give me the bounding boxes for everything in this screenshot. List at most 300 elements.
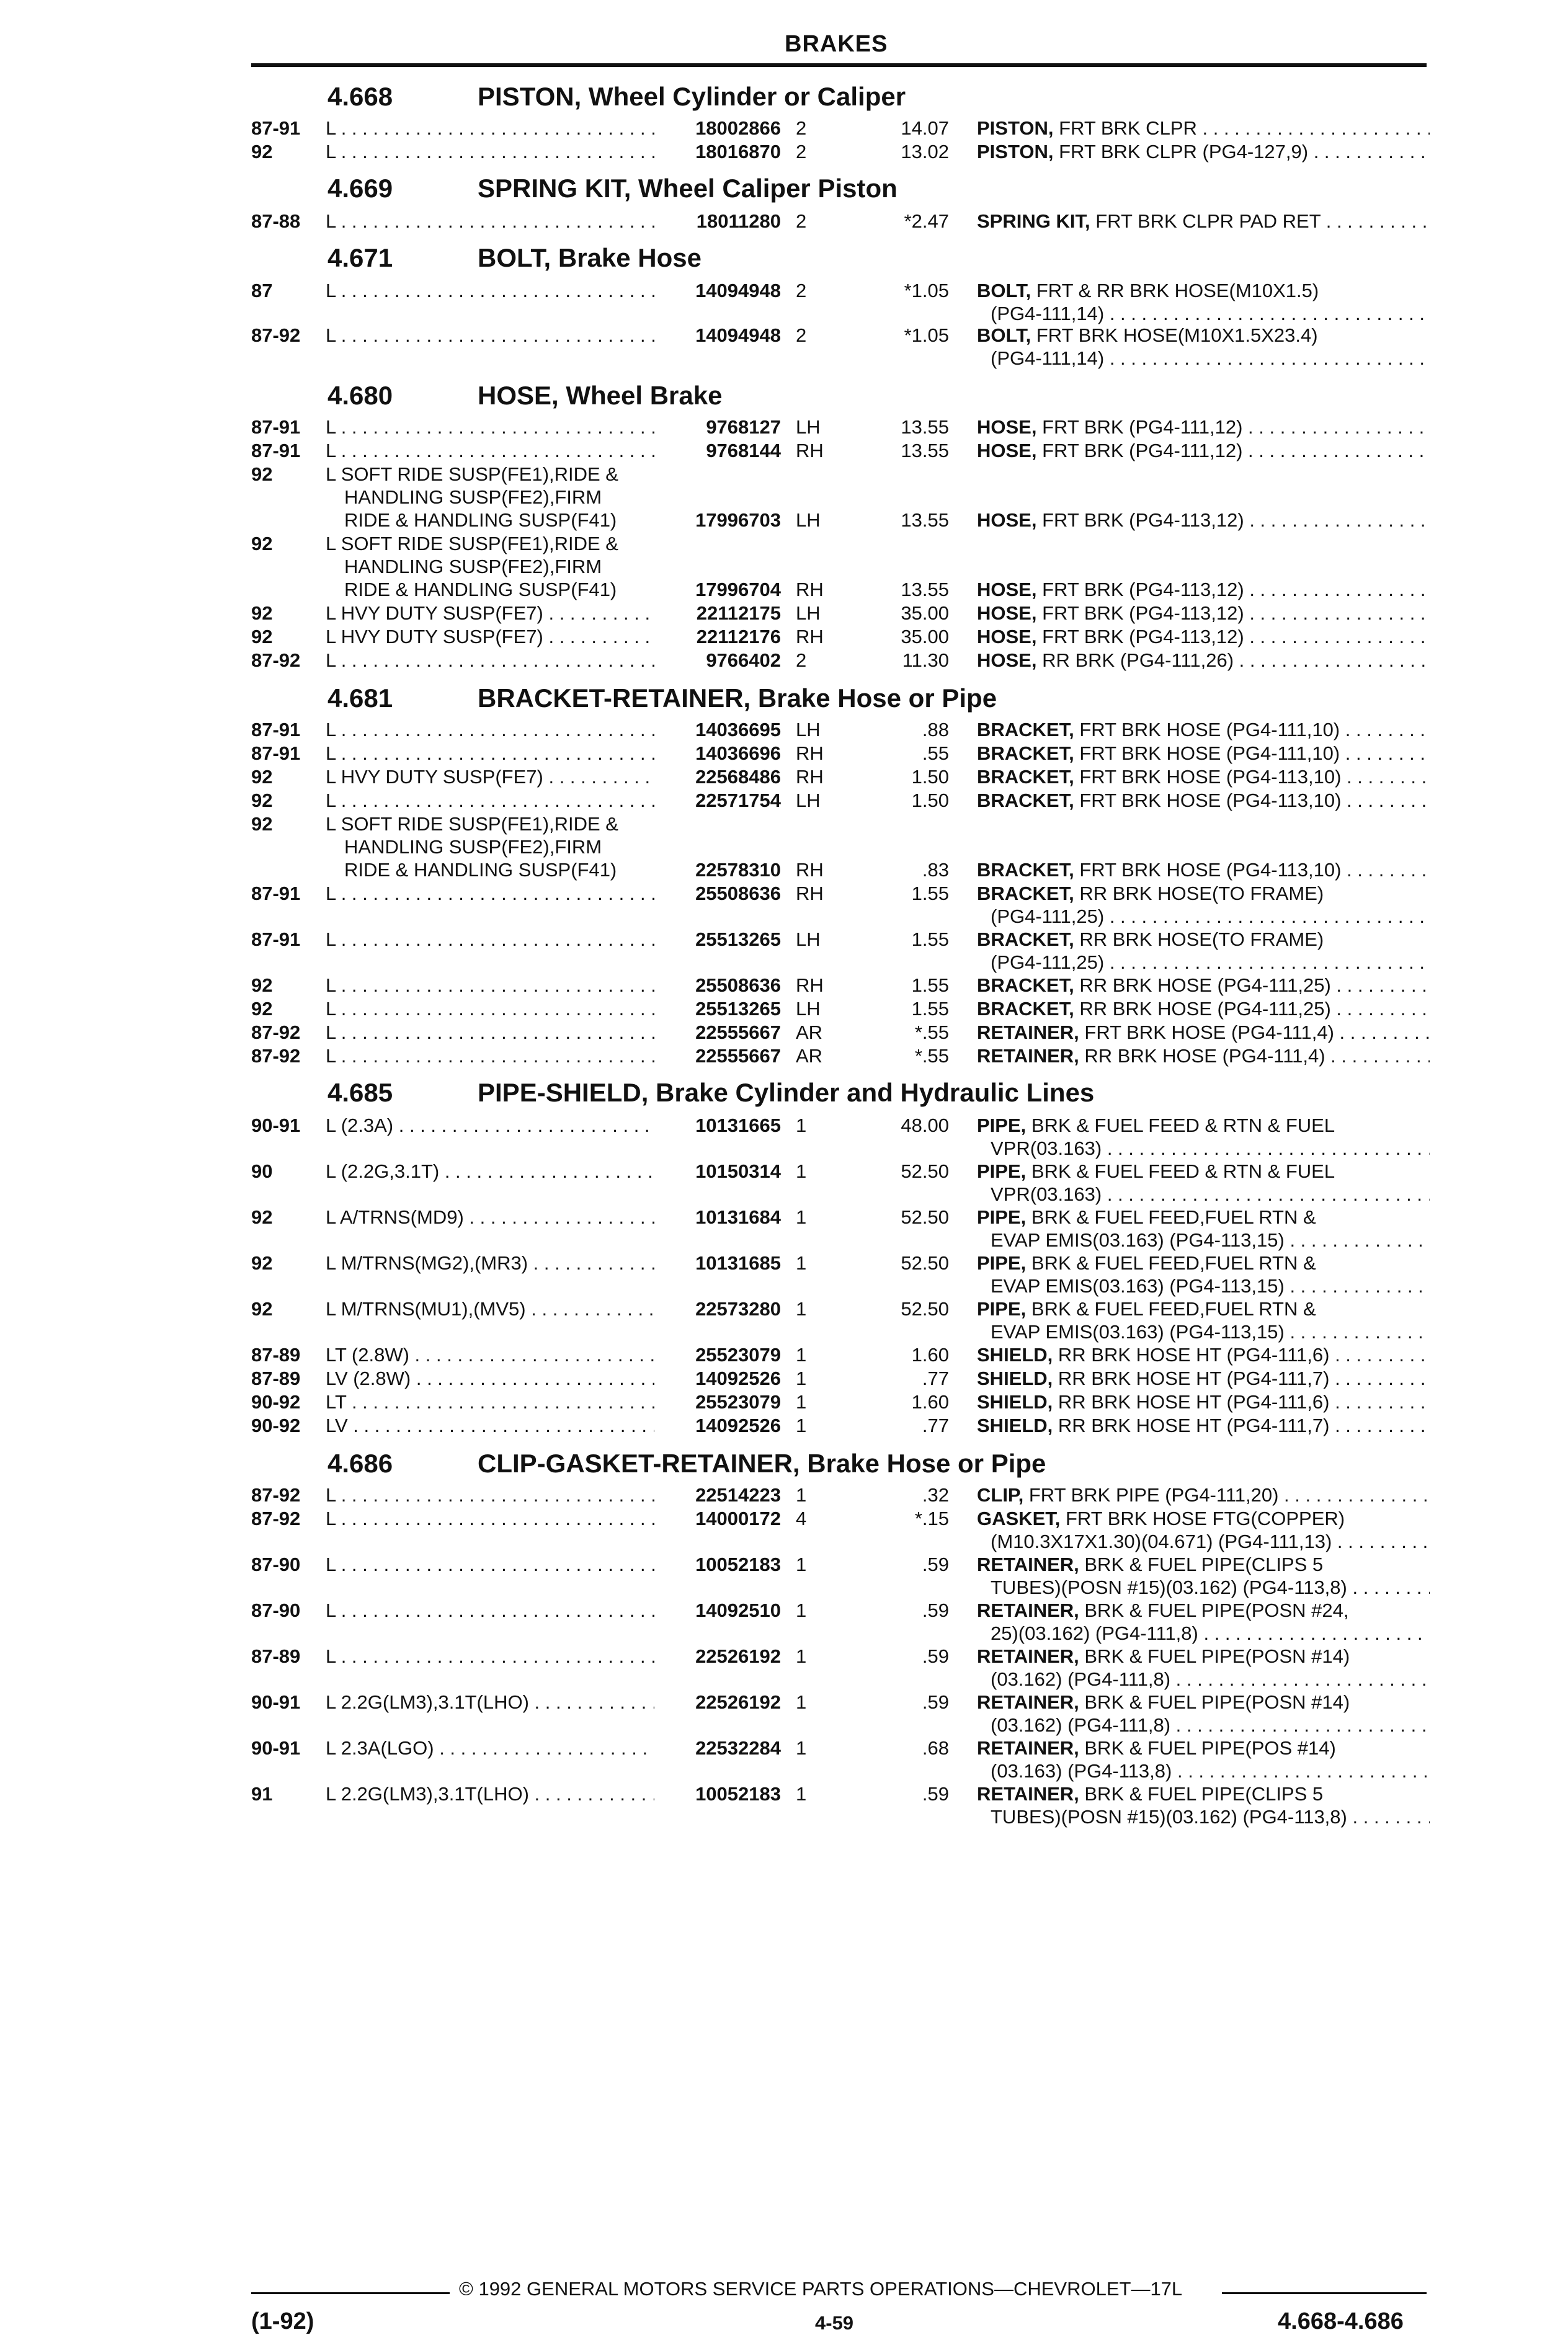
part-number: 22112176 xyxy=(696,626,781,647)
part-number: 22571754 xyxy=(695,789,781,811)
price: 48.00 xyxy=(901,1114,949,1136)
nomenclature-cont: (03.162) (PG4-111,8) . . . xyxy=(991,1668,1430,1691)
footer-copyright: © 1992 GENERAL MOTORS SERVICE PARTS OPERATIONS—CHEVROLET—17L xyxy=(459,2278,1183,2300)
usage-description: L 2.3A(LGO) . . . xyxy=(326,1737,654,1759)
part-data-line xyxy=(0,765,1489,788)
nomenclature-name: CLIP, xyxy=(977,1484,1024,1506)
part-number: 10131665 xyxy=(695,1114,781,1136)
part-row-line xyxy=(0,532,1489,555)
part-data-line xyxy=(0,1044,1489,1067)
model-years: 87-91 xyxy=(251,928,301,950)
nomenclature-detail: BRK & FUEL PIPE(POSN #14) xyxy=(1079,1691,1350,1713)
footer-rule-left xyxy=(251,2292,450,2294)
quantity: LH xyxy=(796,928,821,950)
usage-description: LT (2.8W) . . . xyxy=(326,1343,654,1366)
nomenclature xyxy=(977,997,1430,1020)
part-number: 25523079 xyxy=(695,1344,781,1366)
part-data-line xyxy=(0,1645,1489,1668)
model-years: 87-89 xyxy=(251,1368,301,1389)
part-row-line xyxy=(0,812,1489,835)
quantity: 1 xyxy=(796,1206,807,1228)
nomenclature-name: RETAINER, xyxy=(977,1645,1079,1667)
usage-description-cont: HANDLING SUSP(FE2),FIRM xyxy=(344,836,602,858)
model-years: 92 xyxy=(251,463,273,485)
nomenclature xyxy=(977,765,1430,788)
usage-description: L SOFT RIDE SUSP(FE1),RIDE & xyxy=(326,463,618,485)
model-years: 87-90 xyxy=(251,1554,301,1575)
price: 13.55 xyxy=(901,509,949,531)
price: .59 xyxy=(922,1599,949,1621)
nomenclature xyxy=(977,1343,1430,1366)
quantity: 2 xyxy=(796,649,807,671)
nomenclature xyxy=(977,1114,1430,1137)
part-number: 14036696 xyxy=(695,742,781,764)
nomenclature-detail: FRT BRK (PG4-113,12) xyxy=(1036,579,1244,600)
part-data-line xyxy=(0,117,1489,140)
nomenclature-name: PIPE, xyxy=(977,1160,1027,1182)
part-number: 14000172 xyxy=(695,1508,781,1529)
model-years: 92 xyxy=(251,1206,273,1228)
nomenclature-name: GASKET, xyxy=(977,1508,1061,1529)
part-number: 22526192 xyxy=(695,1645,781,1667)
quantity: 1 xyxy=(796,1554,807,1575)
nomenclature-name: HOSE, xyxy=(977,579,1037,600)
nomenclature-detail: BRK & FUEL FEED,FUEL RTN & xyxy=(1026,1206,1316,1228)
usage-description: L 2.2G(LM3),3.1T(LHO) . . . xyxy=(326,1691,654,1714)
quantity: 1 xyxy=(796,1160,807,1182)
model-years: 87-92 xyxy=(251,1508,301,1529)
usage-description: LV (2.8W) . . . xyxy=(326,1367,654,1390)
part-number: 10131684 xyxy=(695,1206,781,1228)
part-data-line xyxy=(0,625,1489,648)
part-row-line xyxy=(0,1137,1489,1160)
part-data-line xyxy=(0,602,1489,625)
quantity: LH xyxy=(796,789,821,811)
part-row-line xyxy=(0,1229,1489,1252)
nomenclature-cont: VPR(03.163) . . . xyxy=(991,1183,1430,1206)
nomenclature-name: BRACKET, xyxy=(977,766,1074,788)
part-number: 25513265 xyxy=(695,998,781,1020)
part-data-line xyxy=(0,1507,1489,1530)
part-number: 22578310 xyxy=(695,859,781,881)
part-row-line xyxy=(0,1183,1489,1206)
part-row-line xyxy=(0,951,1489,974)
quantity: LH xyxy=(796,416,821,438)
usage-description: L . . . xyxy=(326,1044,654,1067)
nomenclature xyxy=(977,1414,1430,1437)
nomenclature xyxy=(977,210,1430,233)
nomenclature-detail: FRT BRK CLPR xyxy=(1053,117,1197,139)
nomenclature-cont: (03.162) (PG4-111,8) . . . xyxy=(991,1714,1430,1737)
price: 35.00 xyxy=(901,626,949,647)
model-years: 92 xyxy=(251,626,273,647)
price: *.55 xyxy=(914,1021,949,1043)
price: .88 xyxy=(922,719,949,741)
price: .59 xyxy=(922,1554,949,1575)
nomenclature-detail: FRT BRK CLPR PAD RET xyxy=(1090,210,1321,232)
quantity: 1 xyxy=(796,1645,807,1667)
nomenclature-detail: RR BRK HOSE HT (PG4-111,6) xyxy=(1053,1391,1330,1413)
price: 1.60 xyxy=(911,1344,949,1366)
nomenclature-detail: RR BRK HOSE HT (PG4-111,7) xyxy=(1053,1415,1330,1436)
nomenclature xyxy=(977,625,1430,648)
nomenclature-detail: FRT BRK HOSE (PG4-113,10) xyxy=(1074,859,1342,881)
part-number: 25508636 xyxy=(695,883,781,904)
model-years: 87-91 xyxy=(251,719,301,741)
nomenclature-detail: BRK & FUEL PIPE(POSN #24, xyxy=(1079,1599,1349,1621)
nomenclature-name: RETAINER, xyxy=(977,1737,1079,1759)
model-years: 87-92 xyxy=(251,649,301,671)
nomenclature xyxy=(977,1553,1430,1576)
nomenclature-detail: RR BRK HOSE (PG4-111,25) xyxy=(1074,974,1331,996)
section-title: CLIP-GASKET-RETAINER, Brake Hose or Pipe xyxy=(478,1449,1046,1478)
nomenclature-name: BRACKET, xyxy=(977,974,1074,996)
part-number: 17996703 xyxy=(695,509,781,531)
part-number: 14094948 xyxy=(695,280,781,301)
model-years: 90-91 xyxy=(251,1114,301,1136)
price: 52.50 xyxy=(901,1206,949,1228)
part-row-line xyxy=(0,1805,1489,1828)
part-data-line xyxy=(0,279,1489,302)
quantity: 2 xyxy=(796,210,807,232)
nomenclature-detail: FRT BRK (PG4-113,12) xyxy=(1036,602,1244,624)
nomenclature xyxy=(977,1645,1430,1668)
nomenclature xyxy=(977,789,1430,812)
part-data-line xyxy=(0,1252,1489,1274)
page-header-title: BRAKES xyxy=(785,31,888,57)
usage-description: L . . . xyxy=(326,649,654,672)
quantity: 1 xyxy=(796,1114,807,1136)
footer-rule-right xyxy=(1222,2292,1427,2294)
nomenclature-detail: RR BRK HOSE HT (PG4-111,7) xyxy=(1053,1368,1330,1389)
price: 11.30 xyxy=(902,649,949,671)
quantity: LH xyxy=(796,509,821,531)
usage-description: L . . . xyxy=(326,416,654,438)
part-data-line xyxy=(0,1553,1489,1576)
nomenclature xyxy=(977,1691,1430,1714)
part-number: 18016870 xyxy=(695,141,781,162)
section-number: 4.671 xyxy=(327,243,393,272)
part-row-line xyxy=(0,905,1489,928)
price: *1.05 xyxy=(904,324,949,346)
nomenclature-detail: RR BRK HOSE(TO FRAME) xyxy=(1074,883,1324,904)
price: .83 xyxy=(922,859,949,881)
nomenclature-detail: BRK & FUEL FEED & RTN & FUEL xyxy=(1026,1114,1335,1136)
nomenclature-name: BOLT, xyxy=(977,280,1031,301)
nomenclature-name: RETAINER, xyxy=(977,1021,1079,1043)
price: .77 xyxy=(922,1415,949,1436)
model-years: 92 xyxy=(251,533,273,554)
nomenclature-detail: RR BRK HOSE(TO FRAME) xyxy=(1074,928,1324,950)
part-data-line xyxy=(0,1483,1489,1506)
quantity: AR xyxy=(796,1021,823,1043)
price: 52.50 xyxy=(901,1160,949,1182)
model-years: 87-89 xyxy=(251,1645,301,1667)
usage-description: L . . . xyxy=(326,974,654,997)
usage-description: L . . . xyxy=(326,1483,654,1506)
part-data-line xyxy=(0,789,1489,812)
nomenclature xyxy=(977,882,1430,905)
price: .59 xyxy=(922,1645,949,1667)
nomenclature-detail: FRT BRK HOSE (PG4-111,10) xyxy=(1074,742,1340,764)
part-data-line xyxy=(0,210,1489,233)
usage-description: L . . . xyxy=(326,279,654,302)
nomenclature-detail: FRT BRK HOSE (PG4-113,10) xyxy=(1074,789,1342,811)
nomenclature-name: BRACKET, xyxy=(977,928,1074,950)
quantity: 1 xyxy=(796,1298,807,1320)
model-years: 92 xyxy=(251,813,273,835)
nomenclature-detail: FRT BRK HOSE (PG4-113,10) xyxy=(1074,766,1342,788)
part-data-line xyxy=(0,974,1489,997)
nomenclature xyxy=(977,602,1430,625)
nomenclature-detail: BRK & FUEL FEED,FUEL RTN & xyxy=(1026,1252,1316,1274)
part-data-line xyxy=(0,1390,1489,1413)
section-title: BOLT, Brake Hose xyxy=(478,243,702,272)
model-years: 87-91 xyxy=(251,440,301,461)
part-data-line xyxy=(0,882,1489,905)
price: *.55 xyxy=(914,1045,949,1067)
model-years: 90-92 xyxy=(251,1391,301,1413)
quantity: RH xyxy=(796,440,824,461)
part-data-line xyxy=(0,416,1489,438)
nomenclature-detail: RR BRK HOSE (PG4-111,4) xyxy=(1079,1045,1325,1067)
part-number: 10052183 xyxy=(695,1554,781,1575)
part-number: 18002866 xyxy=(695,117,781,139)
quantity: 1 xyxy=(796,1344,807,1366)
nomenclature xyxy=(977,1599,1430,1622)
part-row-line xyxy=(0,1668,1489,1691)
price: 52.50 xyxy=(901,1252,949,1274)
price: 14.07 xyxy=(901,117,949,139)
nomenclature-cont: (03.163) (PG4-113,8) . . . xyxy=(991,1759,1430,1782)
nomenclature-name: SHIELD, xyxy=(977,1391,1053,1413)
price: 13.55 xyxy=(901,579,949,600)
nomenclature-name: HOSE, xyxy=(977,649,1037,671)
nomenclature-detail: FRT & RR BRK HOSE(M10X1.5) xyxy=(1031,280,1319,301)
nomenclature-name: SPRING KIT, xyxy=(977,210,1090,232)
part-number: 14092526 xyxy=(695,1415,781,1436)
part-data-line xyxy=(0,858,1489,881)
nomenclature xyxy=(977,974,1430,997)
part-data-line xyxy=(0,439,1489,462)
price: *2.47 xyxy=(904,210,949,232)
part-row-line xyxy=(0,1576,1489,1599)
part-number: 22573280 xyxy=(695,1298,781,1320)
part-number: 22555667 xyxy=(695,1045,781,1067)
price: .59 xyxy=(922,1783,949,1805)
part-number: 10150314 xyxy=(695,1160,781,1182)
nomenclature-name: BRACKET, xyxy=(977,998,1074,1020)
price: .59 xyxy=(922,1691,949,1713)
nomenclature xyxy=(977,578,1430,601)
nomenclature-detail: RR BRK HOSE (PG4-111,25) xyxy=(1074,998,1331,1020)
nomenclature xyxy=(977,140,1430,163)
usage-description-cont: HANDLING SUSP(FE2),FIRM xyxy=(344,556,602,577)
price: *1.05 xyxy=(904,280,949,301)
nomenclature-name: HOSE, xyxy=(977,602,1037,624)
section-number: 4.668 xyxy=(327,82,393,111)
usage-description: L A/TRNS(MD9) . . . xyxy=(326,1206,654,1229)
part-data-line xyxy=(0,1782,1489,1805)
quantity: AR xyxy=(796,1045,823,1067)
nomenclature xyxy=(977,1297,1430,1320)
model-years: 90-91 xyxy=(251,1737,301,1759)
nomenclature-name: BRACKET, xyxy=(977,883,1074,904)
usage-description: L (2.3A) . . . xyxy=(326,1114,654,1137)
model-years: 87-88 xyxy=(251,210,301,232)
quantity: RH xyxy=(796,974,824,996)
usage-description: L . . . xyxy=(326,1599,654,1622)
section-title: PISTON, Wheel Cylinder or Caliper xyxy=(478,82,906,111)
nomenclature-cont: EVAP EMIS(03.163) (PG4-113,15) . . . xyxy=(991,1274,1430,1297)
part-data-line xyxy=(0,1599,1489,1622)
usage-description: L SOFT RIDE SUSP(FE1),RIDE & xyxy=(326,533,618,554)
part-number: 18011280 xyxy=(696,210,781,232)
part-data-line xyxy=(0,997,1489,1020)
usage-description: L M/TRNS(MG2),(MR3) . . . xyxy=(326,1252,654,1274)
nomenclature-name: RETAINER, xyxy=(977,1554,1079,1575)
section-title: BRACKET-RETAINER, Brake Hose or Pipe xyxy=(478,683,997,713)
footer-date: (1-92) xyxy=(251,2308,314,2334)
part-row-line xyxy=(0,1622,1489,1645)
nomenclature-name: PIPE, xyxy=(977,1114,1027,1136)
nomenclature-detail: BRK & FUEL PIPE(CLIPS 5 xyxy=(1079,1783,1324,1805)
model-years: 87-92 xyxy=(251,1484,301,1506)
nomenclature-cont: (M10.3X17X1.30)(04.671) (PG4-111,13) . . . xyxy=(991,1530,1430,1553)
price: 1.55 xyxy=(911,928,949,950)
nomenclature-name: BRACKET, xyxy=(977,789,1074,811)
part-row-line xyxy=(0,302,1489,325)
nomenclature-cont: (PG4-111,25) . . . xyxy=(991,905,1430,928)
nomenclature xyxy=(977,1483,1430,1506)
part-row-line xyxy=(0,1274,1489,1297)
part-number: 14092526 xyxy=(695,1368,781,1389)
usage-description: LT . . . xyxy=(326,1390,654,1413)
part-data-line xyxy=(0,140,1489,163)
part-data-line xyxy=(0,1206,1489,1229)
nomenclature-name: HOSE, xyxy=(977,626,1037,647)
nomenclature-name: PIPE, xyxy=(977,1298,1027,1320)
nomenclature-detail: FRT BRK (PG4-113,12) xyxy=(1036,509,1244,531)
price: .55 xyxy=(922,742,949,764)
nomenclature-cont: EVAP EMIS(03.163) (PG4-113,15) . . . xyxy=(991,1320,1430,1343)
section-number: 4.686 xyxy=(327,1449,393,1478)
nomenclature-detail: FRT BRK CLPR (PG4-127,9) xyxy=(1053,141,1309,162)
part-data-line xyxy=(0,1021,1489,1044)
section-number: 4.680 xyxy=(327,381,393,410)
price: 52.50 xyxy=(901,1298,949,1320)
nomenclature xyxy=(977,1252,1430,1274)
nomenclature-name: SHIELD, xyxy=(977,1415,1053,1436)
part-number: 22514223 xyxy=(695,1484,781,1506)
nomenclature-name: RETAINER, xyxy=(977,1045,1079,1067)
model-years: 87 xyxy=(251,280,273,301)
model-years: 87-92 xyxy=(251,324,301,346)
price: 13.55 xyxy=(901,416,949,438)
nomenclature xyxy=(977,1044,1430,1067)
model-years: 87-91 xyxy=(251,883,301,904)
quantity: 1 xyxy=(796,1737,807,1759)
quantity: 1 xyxy=(796,1691,807,1713)
nomenclature-detail: FRT BRK HOSE (PG4-111,10) xyxy=(1074,719,1340,741)
usage-description-cont: RIDE & HANDLING SUSP(F41) xyxy=(344,859,617,881)
nomenclature-cont: 25)(03.162) (PG4-111,8) . . . xyxy=(991,1622,1430,1645)
nomenclature xyxy=(977,1507,1430,1530)
part-data-line xyxy=(0,1343,1489,1366)
part-data-line xyxy=(0,1367,1489,1390)
model-years: 90 xyxy=(251,1160,273,1182)
part-number: 14094948 xyxy=(695,324,781,346)
price: .32 xyxy=(922,1484,949,1506)
part-number: 10052183 xyxy=(695,1783,781,1805)
model-years: 87-91 xyxy=(251,117,301,139)
model-years: 91 xyxy=(251,1783,273,1805)
nomenclature xyxy=(977,1390,1430,1413)
model-years: 92 xyxy=(251,141,273,162)
section-title: HOSE, Wheel Brake xyxy=(478,381,723,410)
part-row-line xyxy=(0,1530,1489,1553)
price: 35.00 xyxy=(901,602,949,624)
part-data-line xyxy=(0,1414,1489,1437)
price: 1.50 xyxy=(911,766,949,788)
nomenclature-detail: FRT BRK (PG4-111,12) xyxy=(1036,440,1243,461)
section-title: SPRING KIT, Wheel Caliper Piston xyxy=(478,174,898,203)
nomenclature-name: BRACKET, xyxy=(977,859,1074,881)
part-data-line xyxy=(0,649,1489,672)
quantity: 1 xyxy=(796,1368,807,1389)
usage-description: L (2.2G,3.1T) . . . xyxy=(326,1160,654,1183)
part-row-line xyxy=(0,486,1489,509)
price: .68 xyxy=(922,1737,949,1759)
nomenclature-name: HOSE, xyxy=(977,416,1037,438)
usage-description: L . . . xyxy=(326,928,654,951)
nomenclature-cont: TUBES)(POSN #15)(03.162) (PG4-113,8) . . . xyxy=(991,1576,1430,1599)
price: .77 xyxy=(922,1368,949,1389)
quantity: 2 xyxy=(796,141,807,162)
quantity: 2 xyxy=(796,117,807,139)
section-number: 4.681 xyxy=(327,683,393,713)
model-years: 90-92 xyxy=(251,1415,301,1436)
quantity: 2 xyxy=(796,324,807,346)
nomenclature-name: PISTON, xyxy=(977,141,1054,162)
model-years: 92 xyxy=(251,974,273,996)
nomenclature-detail: RR BRK HOSE HT (PG4-111,6) xyxy=(1053,1344,1330,1366)
nomenclature xyxy=(977,416,1430,438)
nomenclature-name: PIPE, xyxy=(977,1252,1027,1274)
footer-range: 4.668-4.686 xyxy=(1278,2308,1404,2334)
nomenclature-detail: BRK & FUEL PIPE(POSN #14) xyxy=(1079,1645,1350,1667)
usage-description: L . . . xyxy=(326,789,654,812)
nomenclature xyxy=(977,117,1430,140)
usage-description: L HVY DUTY SUSP(FE7) . . . xyxy=(326,625,654,648)
nomenclature-name: BRACKET, xyxy=(977,742,1074,764)
nomenclature-detail: FRT BRK HOSE FTG(COPPER) xyxy=(1060,1508,1345,1529)
usage-description: L . . . xyxy=(326,1021,654,1044)
model-years: 92 xyxy=(251,1252,273,1274)
nomenclature xyxy=(977,928,1430,951)
part-data-line xyxy=(0,718,1489,741)
model-years: 87-91 xyxy=(251,742,301,764)
part-data-line xyxy=(0,324,1489,347)
usage-description: L . . . xyxy=(326,718,654,741)
price: 1.55 xyxy=(911,998,949,1020)
part-data-line xyxy=(0,742,1489,765)
part-data-line xyxy=(0,1297,1489,1320)
nomenclature-name: PISTON, xyxy=(977,117,1054,139)
quantity: 1 xyxy=(796,1252,807,1274)
nomenclature xyxy=(977,649,1430,672)
nomenclature-cont: TUBES)(POSN #15)(03.162) (PG4-113,8) . . . xyxy=(991,1805,1430,1828)
